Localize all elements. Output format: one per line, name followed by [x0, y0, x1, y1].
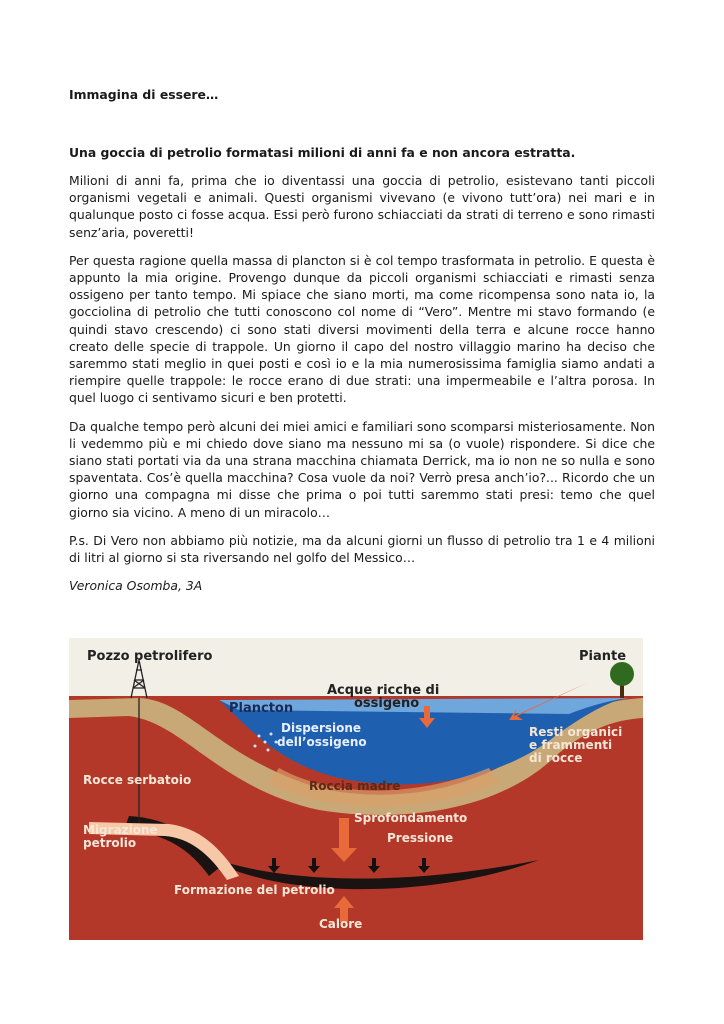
label-plancton: Plancton: [229, 701, 294, 716]
paragraph-4: P.s. Di Vero non abbiamo più notizie, ma da alcuni giorni un flusso di petrolio tra 1 e 4 milioni di litri al giorno si sta riversando nel golfo del Messico…: [69, 532, 655, 566]
intro-heading: Immagina di essere…: [69, 87, 219, 102]
label-piante: Piante: [579, 649, 627, 664]
body-text: [69, 172, 655, 594]
subtitle-heading: Una goccia di petrolio formatasi milioni di anni fa e non ancora estratta.: [69, 145, 576, 160]
label-resti-3: di rocce: [529, 751, 583, 765]
paragraph-1: Milioni di anni fa, prima che io diventassi una goccia di petrolio, esistevano tanti piccoli organismi vegetali e animali. Questi organismi vivevano (e vivono tutt’ora) nei mari e in qualunque posto ci fosse acqua. Essi però furono schiacciati da strati di terreno e sono rimasti senz’aria, poveretti!: [69, 173, 655, 240]
label-resti-1: Resti organici: [529, 725, 623, 739]
label-pressione: Pressione: [387, 831, 454, 845]
label-formazione: Formazione del petrolio: [174, 883, 335, 897]
label-rocce-serbatoio: Rocce serbatoio: [83, 773, 192, 787]
diagram-svg: [69, 638, 643, 940]
paragraph-3: Da qualche tempo però alcuni dei miei amici e familiari sono scomparsi misteriosamente. Non li vedemmo più e mi chiedo dove siano ma nessuno mi sa (o vuole) rispondere. Si dice che siano stati portati via da una strana macchina chiamata Derrick, ma io non ne so nulla e sono spaventata. Cos’è quella macchina? Cosa vuole da noi? Verrò presa anch’io?... Ricordo che un giorno una compagna mi disse che prima o poi tutti saremmo stati presi: temo che quel giorno sia vicino. A meno di un miracolo…: [69, 418, 655, 520]
oil-formation-diagram: [69, 638, 643, 940]
label-roccia-madre: Roccia madre: [309, 779, 401, 793]
label-acque-2: ossigeno: [354, 696, 420, 711]
label-pozzo: Pozzo petrolifero: [87, 649, 213, 664]
label-dispersione-1: Dispersione: [281, 721, 362, 735]
label-migrazione-1: Migrazione: [83, 823, 158, 837]
label-resti-2: e frammenti: [529, 738, 613, 752]
label-dispersione-2: dell’ossigeno: [277, 735, 367, 749]
label-acque-1: Acque ricche di: [327, 683, 440, 698]
paragraph-2: Per questa ragione quella massa di plancton si è col tempo trasformata in petrolio. E questa è appunto la mia origine. Provengo dunque da piccoli organismi schiacciati e rimasti senza ossigeno per tanto tempo. Mi spiace che siano morti, ma come ricompensa sono nata io, la gocciolina di petrolio che tutti conoscono col nome di “Vero”. Mentre mi stavo formando (e quindi stavo crescendo) ci sono stati diversi movimenti della terra e alcune rocce hanno creato delle specie di trappole. Un giorno il capo del nostro villaggio marino ha deciso che saremmo stati meglio in quei posti e così io e la mia numerosissima famiglia siamo andati a riempire quelle trappole: le rocce erano di due strati: una impermeabile e l’altra porosa. In quel luogo ci sentivamo sicuri e ben protetti.: [69, 252, 655, 406]
label-calore: Calore: [319, 917, 363, 931]
signature: Veronica Osomba, 3A: [69, 578, 203, 594]
label-migrazione-2: petrolio: [83, 836, 137, 850]
label-sprofondamento: Sprofondamento: [354, 811, 468, 825]
